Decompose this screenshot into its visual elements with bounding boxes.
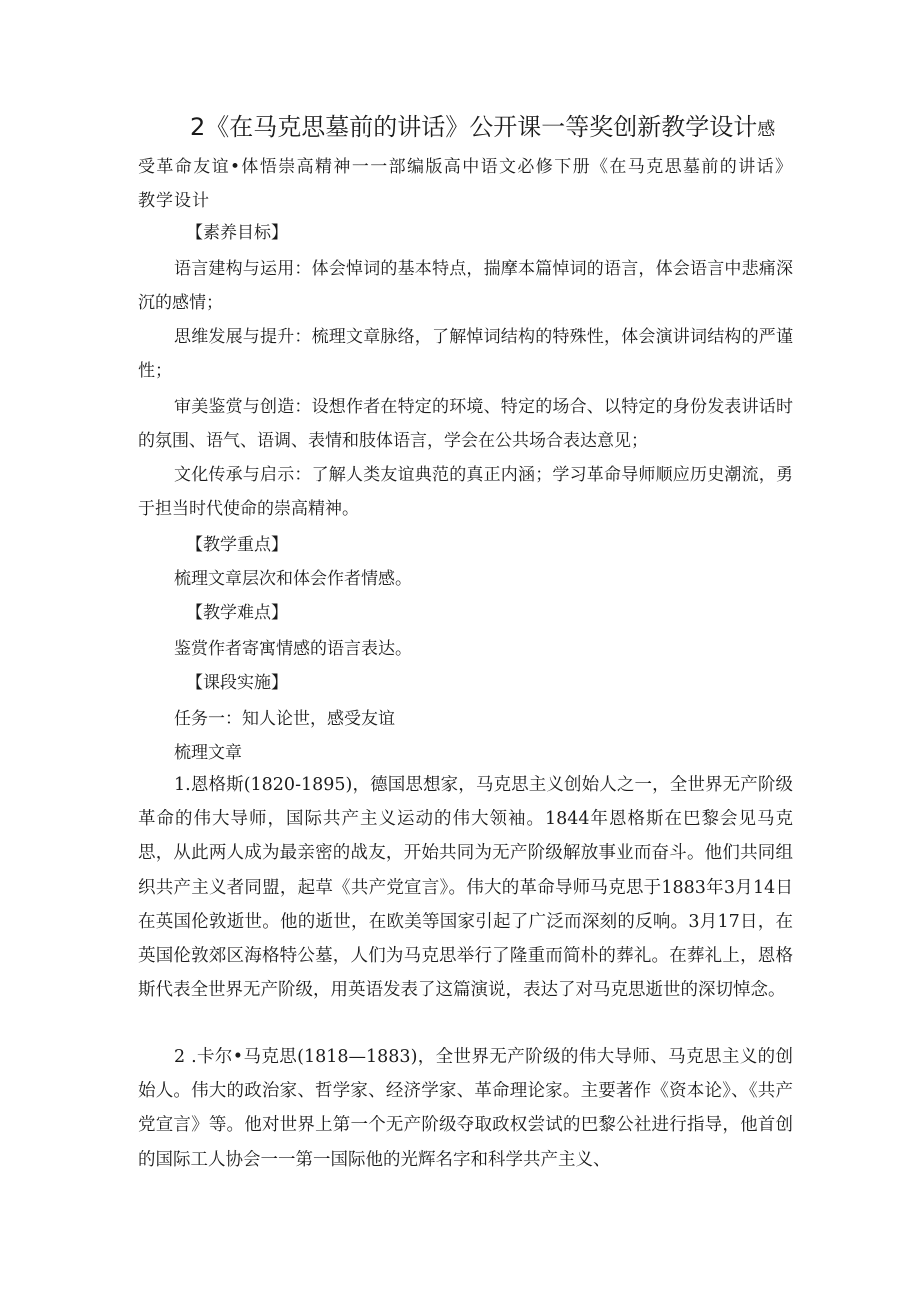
heading-implementation: 【课段实施】 bbox=[186, 673, 288, 693]
paragraph-marx: 2 .卡尔•马克思(1818—1883)，全世界无产阶级的伟大导师、马克思主义的创始人。伟大的政治家、哲学家、经济学家、革命理论家。主要著作《资本论》、《共产党宣言》等。他对世界上第一个无产阶级夺取政权尝试的巴黎公社进行指导，他首创的国际工人协会一一第一国际他的光辉名字和科学共产主义、 bbox=[138, 1047, 793, 1170]
goal-aesthetic: 审美鉴赏与创造：设想作者在特定的环境、特定的场合、以特定的身份发表讲话时的氛围、语气、语调、表情和肢体语言，学会在公共场合表达意见； bbox=[138, 397, 793, 451]
task-one-title: 任务一：知人论世，感受友谊 bbox=[174, 709, 395, 729]
goal-thinking: 思维发展与提升：梳理文章脉络，了解悼词结构的特殊性，体会演讲词结构的严谨性； bbox=[138, 327, 793, 381]
goal-culture: 文化传承与启示：了解人类友谊典范的真正内涵；学习革命导师顺应历史潮流，勇于担当时代使命的崇高精神。 bbox=[138, 465, 793, 519]
title-tail: 感 bbox=[757, 119, 776, 140]
task-one-subtitle: 梳理文章 bbox=[174, 743, 242, 763]
heading-goals: 【素养目标】 bbox=[186, 223, 288, 243]
key-points-text: 梳理文章层次和体会作者情感。 bbox=[174, 569, 412, 589]
title-main: 2《在马克思墓前的讲话》公开课一等奖创新教学设计 bbox=[190, 113, 758, 141]
document-title bbox=[190, 110, 830, 147]
paragraph-engels: 1.恩格斯(1820-1895)，德国思想家，马克思主义创始人之一，全世界无产阶级革命的伟大导师，国际共产主义运动的伟大领袖。1844年恩格斯在巴黎会见马克思，从此两人成为最亲密的战友，开始共同为无产阶级解放事业而奋斗。他们共同组织共产主义者同盟，起草《共产党宣言》。伟大的革命导师马克思于1883年3月14日在英国伦敦逝世。他的逝世，在欧美等国家引起了广泛而深刻的反响。3月17日，在英国伦敦郊区海格特公墓，人们为马克思举行了隆重而简朴的葬礼。在葬礼上，恩格斯代表全世界无产阶级，用英语发表了这篇演说，表达了对马克思逝世的深切悼念。 bbox=[138, 775, 793, 1001]
document-subtitle: 受革命友谊•体悟崇高精神一一部编版高中语文必修下册《在马克思墓前的讲话》教学设计 bbox=[138, 157, 793, 211]
goal-language: 语言建构与运用：体会悼词的基本特点，揣摩本篇悼词的语言，体会语言中悲痛深沉的感情； bbox=[138, 259, 793, 313]
difficulties-text: 鉴赏作者寄寓情感的语言表达。 bbox=[174, 639, 412, 659]
heading-difficulties: 【教学难点】 bbox=[186, 603, 288, 623]
heading-key-points: 【教学重点】 bbox=[186, 535, 288, 555]
